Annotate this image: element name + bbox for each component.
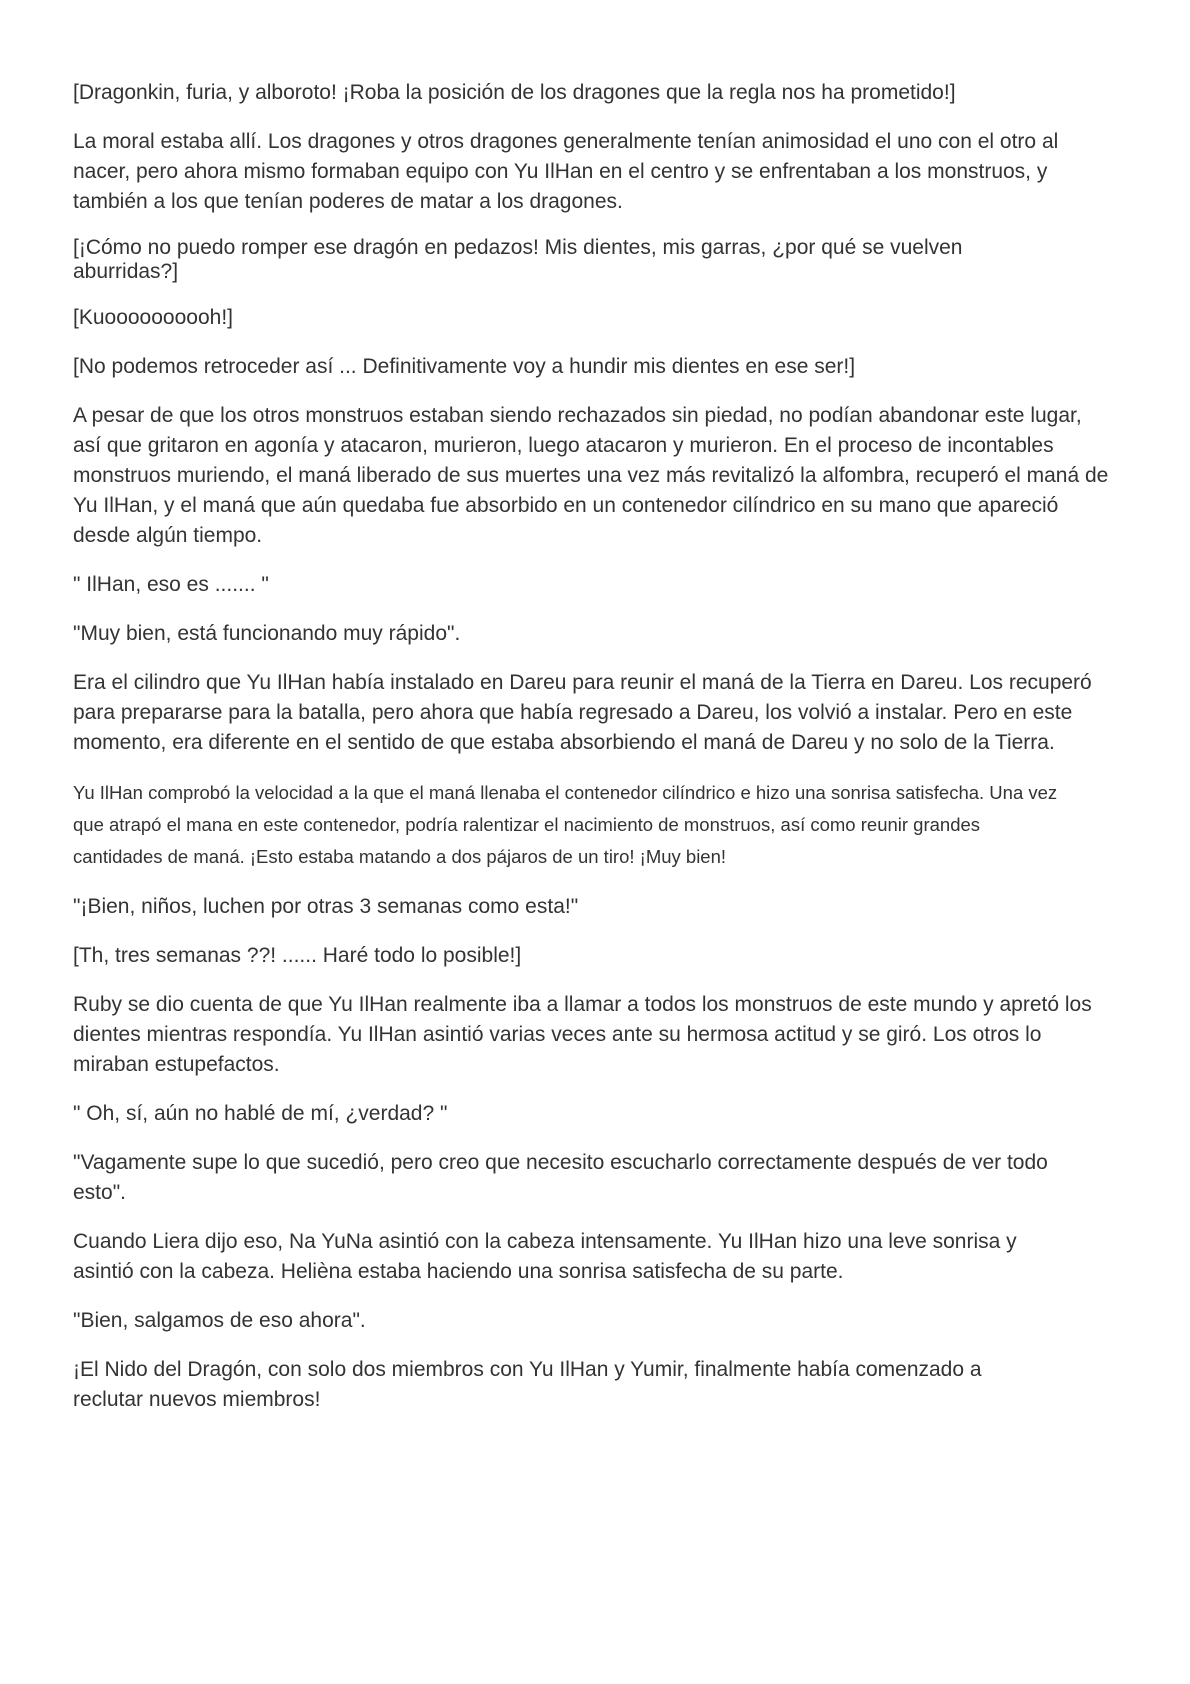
paragraph-11: "¡Bien, niños, luchen por otras 3 semanas como esta!" <box>73 895 579 918</box>
paragraph-18: ¡El Nido del Dragón, con solo dos miembros con Yu IlHan y Yumir, finalmente había comenzado a reclutar nuevos miembros! <box>73 1358 982 1411</box>
paragraph-5: [No podemos retroceder así ... Definitivamente voy a hundir mis dientes en ese ser!] <box>73 355 856 378</box>
paragraph-2: La moral estaba allí. Los dragones y otros dragones generalmente tenían animosidad el uno con el otro al nacer, pero ahora mismo formaban equipo con Yu IlHan en el centro y se enfrentaban a los monstruos, y también a los que tenían poderes de matar a los dragones. <box>73 130 1059 213</box>
paragraph-15: "Vagamente supe lo que sucedió, pero creo que necesito escucharlo correctamente después de ver todo esto". <box>73 1151 1048 1204</box>
paragraph-17: "Bien, salgamos de eso ahora". <box>73 1309 366 1332</box>
document-page <box>73 78 1118 1434</box>
paragraph-16: Cuando Liera dijo eso, Na YuNa asintió con la cabeza intensamente. Yu IlHan hizo una leve sonrisa y asintió con la cabeza. Helièna estaba haciendo una sonrisa satisfecha de su parte. <box>73 1230 1017 1283</box>
paragraph-7: " IlHan, eso es ....... " <box>73 573 269 596</box>
paragraph-13: Ruby se dio cuenta de que Yu IlHan realmente iba a llamar a todos los monstruos de este mundo y apretó los dientes mientras respondía. Yu IlHan asintió varias veces ante su hermosa actitud y se giró. Los otros lo miraban estupefactos. <box>73 993 1092 1076</box>
paragraph-4: [Kuoooooooooh!] <box>73 306 233 329</box>
paragraph-12: [Th, tres semanas ??! ...... Haré todo lo posible!] <box>73 944 522 967</box>
paragraph-6: A pesar de que los otros monstruos estaban siendo rechazados sin piedad, no podían abandonar este lugar, así que gritaron en agonía y atacaron, murieron, luego atacaron y murieron. En el proceso de incontables monstruos muriendo, el maná liberado de sus muertes una vez más revitalizó la alfombra, recuperó el maná de Yu IlHan, y el maná que aún quedaba fue absorbido en un contenedor cilíndrico en su mano que apareció desde algún tiempo. <box>73 404 1109 547</box>
paragraph-8: "Muy bien, está funcionando muy rápido". <box>73 622 461 645</box>
paragraph-1: [Dragonkin, furia, y alboroto! ¡Roba la posición de los dragones que la regla nos ha prometido!] <box>73 81 956 104</box>
paragraph-10: Yu IlHan comprobó la velocidad a la que el maná llenaba el contenedor cilíndrico e hizo una sonrisa satisfecha. Una vez que atrapó el mana en este contenedor, podría ralentizar el nacimiento de monstruos, así como reunir grandes cantidades de maná. ¡Esto estaba matando a dos pájaros de un tiro! ¡Muy bien! <box>73 782 1058 867</box>
paragraph-14: " Oh, sí, aún no hablé de mí, ¿verdad? " <box>73 1102 448 1125</box>
paragraph-3: [¡Cómo no puedo romper ese dragón en pedazos! Mis dientes, mis garras, ¿por qué se vuelven aburridas?] <box>73 236 963 283</box>
paragraph-9: Era el cilindro que Yu IlHan había instalado en Dareu para reunir el maná de la Tierra en Dareu. Los recuperó para prepararse para la batalla, pero ahora que había regresado a Dareu, los volvió a instalar. Pero en este momento, era diferente en el sentido de que estaba absorbiendo el maná de Dareu y no solo de la Tierra. <box>73 671 1092 754</box>
